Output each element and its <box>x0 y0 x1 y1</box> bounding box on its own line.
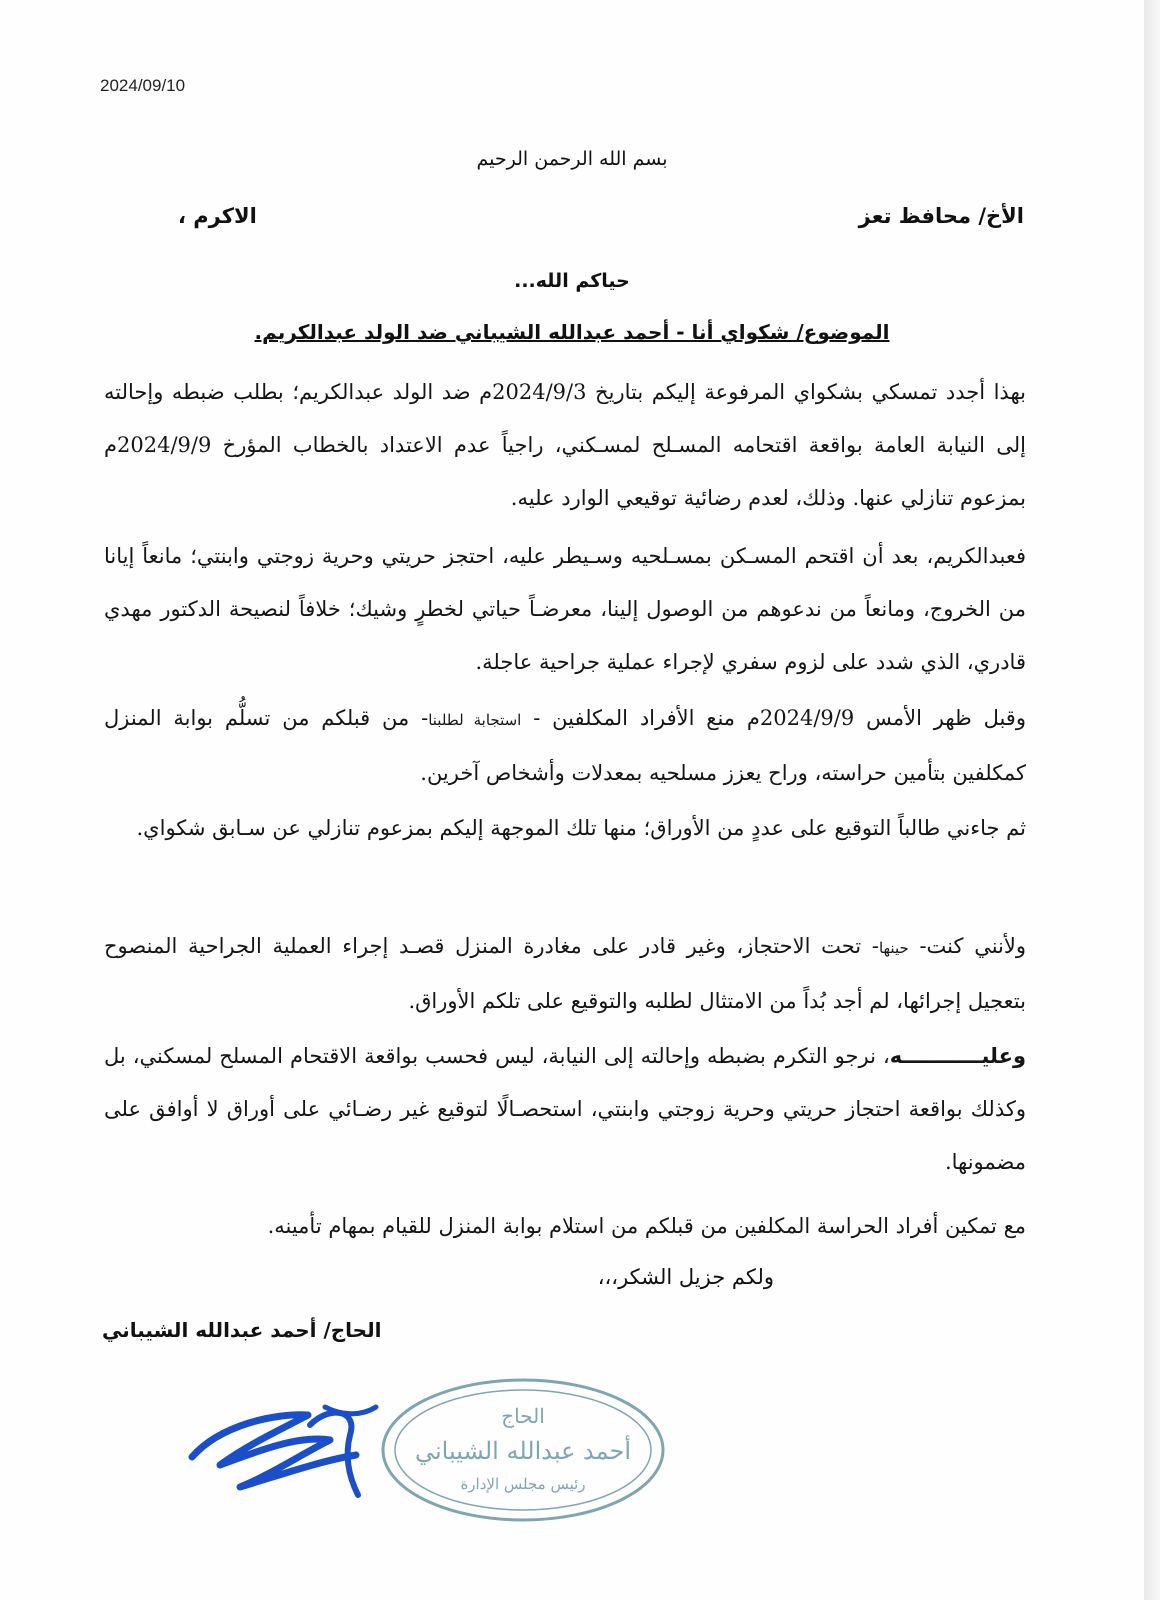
paragraph-3-part-b: - من قبلكم من تسلُّم بوابة المنزل كمكلفين بتأمين حراسته، وراح يعزز مسلحيه بمعدلات وأشخاص آخرين. <box>104 706 1026 785</box>
letter-date: 2024/09/10 <box>100 76 186 95</box>
paragraph-6 <box>104 1030 1026 1189</box>
paragraph-5-part-b: - تحت الاحتجاز، وغير قادر على مغادرة المنزل قصـد إجراء العملية الجراحية المنصوح بتعجيل إجرائها، لم أجد بُداً من الامتثال لطلبه والتوقيع على تلكم الأوراق. <box>104 934 1026 1013</box>
paragraph-3-part-a: وقبل ظهر الأمس 2024/9/9م منع الأفراد المكلفين - <box>533 706 1026 730</box>
seal-line-1: الحاج <box>501 1404 545 1428</box>
basmala: بسم الله الرحمن الرحيم <box>476 148 668 170</box>
paragraph-6-lead: وعليـــــــــــه <box>889 1044 1026 1068</box>
subject-text: الموضوع/ شكواي أنا - أحمد عبدالله الشيباني ضد الولد عبدالكريم. <box>254 320 890 344</box>
paragraph-3-note: استجابة لطلبنا <box>428 711 522 729</box>
paragraph-5-part-a: ولأنني كنت- <box>919 934 1026 958</box>
official-seal <box>378 1375 668 1525</box>
handwritten-signature <box>180 1395 380 1510</box>
paragraph-5 <box>104 920 1026 1028</box>
paragraph-3 <box>104 692 1026 800</box>
signer-name: الحاج/ أحمد عبدالله الشيباني <box>102 1318 382 1342</box>
paragraph-6-body: ، نرجو التكرم بضبطه وإحالته إلى النيابة، ليس فحسب بواقعة الاقتحام المسلح لمسكني، بل وكذلك بواقعة احتجاز حريتي وحرية زوجتي وابنتي، استحصـالًا لتوقيع غير رضـائي على أوراق لا أوافق على مضمونها. <box>104 1044 1026 1174</box>
closing-line: ولكم جزيل الشكر،،، <box>597 1265 774 1289</box>
paragraph-1: بهذا أجدد تمسكي بشكواي المرفوعة إليكم بتاريخ 2024/9/3م ضد الولد عبدالكريم؛ بطلب ضبطه وإحالته إلى النيابة العامة بواقعة اقتحامه المسـلح لمسـكني، راجياً عدم الاعتداد بالخطاب المؤرخ 2024/9/9م بمزعوم تنازلي عنها. وذلك، لعدم رضائية توقيعي الوارد عليه. <box>104 380 1026 510</box>
honorific: الاكرم ، <box>178 204 257 228</box>
paragraph-4: ثم جاءني طالباً التوقيع على عددٍ من الأوراق؛ منها تلك الموجهة إليكم بمزعوم تنازلي عن سـابق شكواي. <box>136 816 1026 840</box>
paragraph-2: فعبدالكريم، بعد أن اقتحم المسـكن بمسـلحيه وسـيطر عليه، احتجز حريتي وحرية زوجتي وابنتي؛ مانعاً إيانا من الخروج، ومانعاً من ندعوهم من الوصول إلينا، معرضـاً حياتي لخطرٍ وشيك؛ خلافاً لنصيحة الدكتور مهدي قادري، الذي شدد على لزوم سفري لإجراء عملية جراحية عاجلة. <box>104 544 1026 674</box>
addressee: الأخ/ محافظ تعز <box>858 204 1024 228</box>
page-edge-shadow <box>1144 0 1160 1600</box>
paragraph-5-note: حينها <box>878 939 909 957</box>
seal-line-3: رئيس مجلس الإدارة <box>460 1475 586 1493</box>
subject-line <box>0 320 1144 344</box>
paragraph-7: مع تمكين أفراد الحراسة المكلفين من قبلكم من استلام بوابة المنزل للقيام بمهام تأمينه. <box>267 1214 1026 1238</box>
greeting: حياكم الله... <box>514 270 630 292</box>
seal-line-2: أحمد عبدالله الشيباني <box>414 1437 632 1465</box>
